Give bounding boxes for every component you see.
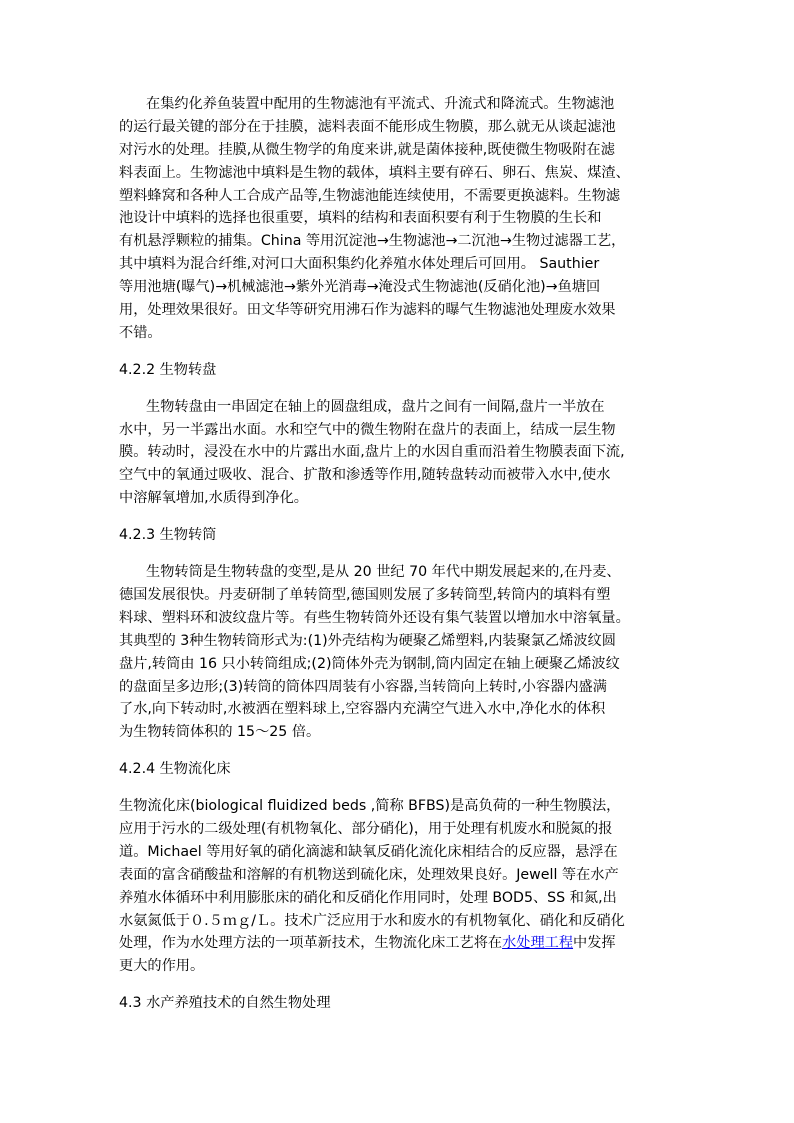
text-line: 中溶解氧增加,水质得到净化。 <box>119 490 308 507</box>
text-line: 表面的富含硝酸盐和溶解的有机物送到硫化床，处理效果良好。Jewell 等在水产 <box>119 866 619 883</box>
text-line: 德国发展很快。丹麦研制了单转筒型,德国则发展了多转筒型,转筒内的填料有塑 <box>119 586 611 603</box>
text-line: 生物转筒是生物转盘的变型,是从 20 世纪 70 年代中期发展起来的,在丹麦、 <box>146 564 621 581</box>
text-line: 塑料蜂窝和各种人工合成产品等,生物滤池能连续使用，不需要更换滤料。生物滤 <box>119 187 621 204</box>
section-heading-4-3: 4.3 水产养殖技术的自然生物处理 <box>119 995 331 1012</box>
paragraph-rotating-drum <box>119 561 689 744</box>
text-line: 其典型的 3种生物转筒形式为:(1)外壳结构为硬聚乙烯塑料,内装聚氯乙烯波纹圆 <box>119 632 616 649</box>
text-line: 池设计中填料的选择也很重要，填料的结构和表面积要有利于生物膜的生长和 <box>119 210 602 227</box>
text-line: 其中填料为混合纤维,对河口大面积集约化养殖水体处理后可回用。 Sauthier <box>119 256 600 273</box>
section-heading-4-2-2: 4.2.2 生物转盘 <box>119 361 217 378</box>
text-line: 生物流化床(biological fluidized beds ,简称 BFBS)是高负荷的一种生物膜法， <box>119 798 621 815</box>
section-heading-4-2-4: 4.2.4 生物流化床 <box>119 761 231 778</box>
text-line: 的盘面呈多边形;(3)转筒的筒体四周装有小容器,当转筒向上转时,小容器内盛满 <box>119 678 607 695</box>
paragraph-biofilter <box>119 93 689 345</box>
text-segment: 中发挥 <box>573 935 616 952</box>
text-line: 料球、塑料环和波纹盘片等。有些生物转筒外还设有集气装置以增加水中溶氧量。 <box>119 609 630 626</box>
text-line: 有机悬浮颗粒的捕集。China 等用沉淀池→生物滤池→二沉池→生物过滤器工艺， <box>119 233 626 250</box>
text-line: 膜。转动时，浸没在水中的片露出水面,盘片上的水因自重而沿着生物膜表面下流, <box>119 444 625 461</box>
text-line: 水氨氮低于０.５ｍｇ/Ｌ。技术广泛应用于水和废水的有机物氧化、硝化和反硝化 <box>119 912 625 929</box>
text-line: 水中，另一半露出水面。水和空气中的微生物附在盘片的表面上，结成一层生物 <box>119 421 616 438</box>
text-line: 对污水的处理。挂膜,从微生物学的角度来讲,就是菌体接种,既使微生物吸附在滤 <box>119 141 615 158</box>
text-line-with-link <box>119 932 689 955</box>
text-line: 道。Michael 等用好氧的硝化滴滤和缺氧反硝化流化床相结合的反应器，悬浮在 <box>119 843 618 860</box>
text-line: 等用池塘(曝气)→机械滤池→紫外光消毒→淹没式生物滤池(反硝化池)→鱼塘回 <box>119 279 601 296</box>
text-line: 养殖水体循环中利用膨胀床的硝化和反硝化作用同时，处理 BOD5、SS 和氮,出 <box>119 889 617 906</box>
text-line: 了水,向下转动时,水被洒在塑料球上,空容器内充满空气进入水中,净化水的体积 <box>119 701 606 718</box>
text-line: 更大的作用。 <box>119 958 205 975</box>
text-line: 用，处理效果很好。田文华等研究用沸石作为滤料的曝气生物滤池处理废水效果 <box>119 302 616 319</box>
document-page <box>119 93 689 1015</box>
text-line: 料表面上。生物滤池中填料是生物的载体，填料主要有碎石、卵石、焦炭、煤渣、 <box>119 164 630 181</box>
text-segment: 处理，作为水处理方法的一项革新技术，生物流化床工艺将在 <box>119 935 503 952</box>
paragraph-fluidized-bed <box>119 795 689 978</box>
text-line: 盘片,转筒由 16 只小转筒组成;(2)筒体外壳为钢制,筒内固定在轴上硬聚乙烯波纹 <box>119 655 620 672</box>
text-line: 的运行最关键的部分在于挂膜，滤料表面不能形成生物膜，那么就无从谈起滤池 <box>119 118 616 135</box>
text-line: 不错。 <box>119 324 162 341</box>
text-line: 为生物转筒体积的 15～25 倍。 <box>119 724 321 741</box>
section-heading-4-2-3: 4.2.3 生物转筒 <box>119 527 217 544</box>
water-treatment-engineering-link[interactable]: 水处理工程 <box>502 935 574 952</box>
text-line: 生物转盘由一串固定在轴上的圆盘组成，盘片之间有一间隔,盘片一半放在 <box>146 398 605 415</box>
paragraph-rotating-disc <box>119 396 689 510</box>
text-line: 在集约化养鱼装置中配用的生物滤池有平流式、升流式和降流式。生物滤池 <box>146 96 615 112</box>
text-line: 应用于污水的二级处理(有机物氧化、部分硝化)，用于处理有机废水和脱氮的报 <box>119 820 613 837</box>
text-line: 空气中的氧通过吸收、混合、扩散和渗透等作用,随转盘转动而被带入水中,使水 <box>119 467 611 484</box>
